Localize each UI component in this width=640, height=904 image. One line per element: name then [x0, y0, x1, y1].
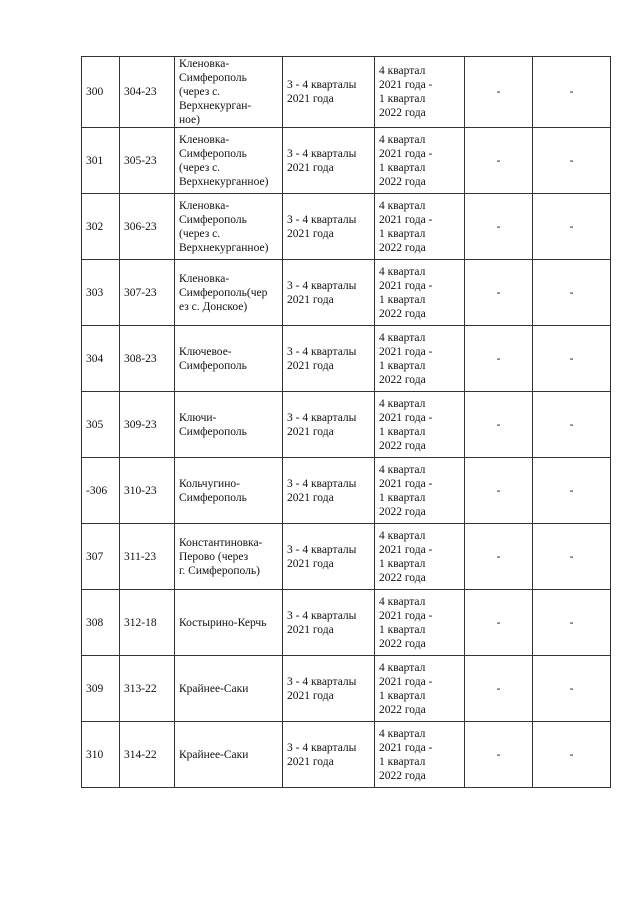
- cell-route-name: Ключи- Симферополь: [175, 392, 283, 458]
- cell-period: 3 - 4 кварталы 2021 года: [283, 260, 375, 326]
- cell-number: 304: [82, 326, 120, 392]
- cell-period: 3 - 4 кварталы 2021 года: [283, 57, 375, 128]
- cell-route-name: Кленовка- Симферополь(чер ез с. Донское): [175, 260, 283, 326]
- cell-number: 309: [82, 656, 120, 722]
- cell-term: 4 квартал 2021 года - 1 квартал 2022 года: [375, 458, 465, 524]
- cell-number: 300: [82, 57, 120, 128]
- cell-number: 302: [82, 194, 120, 260]
- cell-route-name: Кленовка- Симферополь (через с. Верхнекурганное): [175, 194, 283, 260]
- cell-col7: -: [533, 590, 611, 656]
- cell-route-number: 312-18: [120, 590, 175, 656]
- table-row: [82, 260, 611, 326]
- cell-route-name: Костырино-Керчь: [175, 590, 283, 656]
- cell-number: 310: [82, 722, 120, 788]
- cell-col7: -: [533, 57, 611, 128]
- cell-route-number: 310-23: [120, 458, 175, 524]
- cell-period: 3 - 4 кварталы 2021 года: [283, 524, 375, 590]
- cell-number: -306: [82, 458, 120, 524]
- cell-col6: -: [465, 392, 533, 458]
- cell-term: 4 квартал 2021 года - 1 квартал 2022 года: [375, 656, 465, 722]
- cell-route-number: 304-23: [120, 57, 175, 128]
- cell-route-name: Константиновка- Перово (через г. Симферополь): [175, 524, 283, 590]
- cell-period: 3 - 4 кварталы 2021 года: [283, 656, 375, 722]
- cell-route-number: 305-23: [120, 128, 175, 194]
- cell-col7: -: [533, 656, 611, 722]
- cell-period: 3 - 4 кварталы 2021 года: [283, 194, 375, 260]
- table-row: [82, 458, 611, 524]
- cell-term: 4 квартал 2021 года - 1 квартал 2022 года: [375, 128, 465, 194]
- cell-period: 3 - 4 кварталы 2021 года: [283, 326, 375, 392]
- cell-col7: -: [533, 524, 611, 590]
- cell-period: 3 - 4 кварталы 2021 года: [283, 128, 375, 194]
- cell-col7: -: [533, 722, 611, 788]
- cell-col7: -: [533, 194, 611, 260]
- cell-term: 4 квартал 2021 года - 1 квартал 2022 года: [375, 194, 465, 260]
- cell-number: 308: [82, 590, 120, 656]
- cell-route-number: 313-22: [120, 656, 175, 722]
- cell-number: 307: [82, 524, 120, 590]
- cell-number: 301: [82, 128, 120, 194]
- cell-route-name: Ключевое- Симферополь: [175, 326, 283, 392]
- table-row: [82, 57, 611, 128]
- table-row: [82, 656, 611, 722]
- cell-term: 4 квартал 2021 года - 1 квартал 2022 года: [375, 722, 465, 788]
- cell-col7: -: [533, 128, 611, 194]
- cell-col7: -: [533, 326, 611, 392]
- cell-col6: -: [465, 57, 533, 128]
- cell-period: 3 - 4 кварталы 2021 года: [283, 458, 375, 524]
- cell-col7: -: [533, 260, 611, 326]
- cell-col7: -: [533, 392, 611, 458]
- cell-route-number: 308-23: [120, 326, 175, 392]
- cell-route-number: 306-23: [120, 194, 175, 260]
- cell-col6: -: [465, 722, 533, 788]
- table-row: [82, 524, 611, 590]
- cell-col6: -: [465, 590, 533, 656]
- cell-route-name: Кольчугино- Симферополь: [175, 458, 283, 524]
- cell-route-name: Крайнее-Саки: [175, 656, 283, 722]
- cell-col6: -: [465, 260, 533, 326]
- cell-col6: -: [465, 326, 533, 392]
- cell-col6: -: [465, 458, 533, 524]
- table-row: [82, 326, 611, 392]
- cell-number: 305: [82, 392, 120, 458]
- cell-period: 3 - 4 кварталы 2021 года: [283, 590, 375, 656]
- cell-term: 4 квартал 2021 года - 1 квартал 2022 года: [375, 590, 465, 656]
- cell-route-name: Крайнее-Саки: [175, 722, 283, 788]
- cell-col6: -: [465, 524, 533, 590]
- cell-number: 303: [82, 260, 120, 326]
- cell-term: 4 квартал 2021 года - 1 квартал 2022 года: [375, 57, 465, 128]
- table-row: [82, 392, 611, 458]
- cell-term: 4 квартал 2021 года - 1 квартал 2022 года: [375, 326, 465, 392]
- table-row: [82, 722, 611, 788]
- cell-period: 3 - 4 кварталы 2021 года: [283, 392, 375, 458]
- routes-table: [81, 56, 611, 788]
- cell-col6: -: [465, 656, 533, 722]
- table-row: [82, 590, 611, 656]
- table-row: [82, 128, 611, 194]
- cell-route-name: Кленовка- Симферополь (через с. Верхнекурганное): [175, 128, 283, 194]
- table-body: [82, 57, 611, 788]
- cell-term: 4 квартал 2021 года - 1 квартал 2022 года: [375, 260, 465, 326]
- cell-route-name: Кленовка- Симферополь (через с. Верхнекурган- ное): [175, 57, 283, 128]
- cell-col6: -: [465, 128, 533, 194]
- cell-term: 4 квартал 2021 года - 1 квартал 2022 года: [375, 524, 465, 590]
- cell-col7: -: [533, 458, 611, 524]
- cell-term: 4 квартал 2021 года - 1 квартал 2022 года: [375, 392, 465, 458]
- cell-route-number: 309-23: [120, 392, 175, 458]
- cell-period: 3 - 4 кварталы 2021 года: [283, 722, 375, 788]
- cell-route-number: 311-23: [120, 524, 175, 590]
- cell-route-number: 314-22: [120, 722, 175, 788]
- table-row: [82, 194, 611, 260]
- cell-col6: -: [465, 194, 533, 260]
- cell-route-number: 307-23: [120, 260, 175, 326]
